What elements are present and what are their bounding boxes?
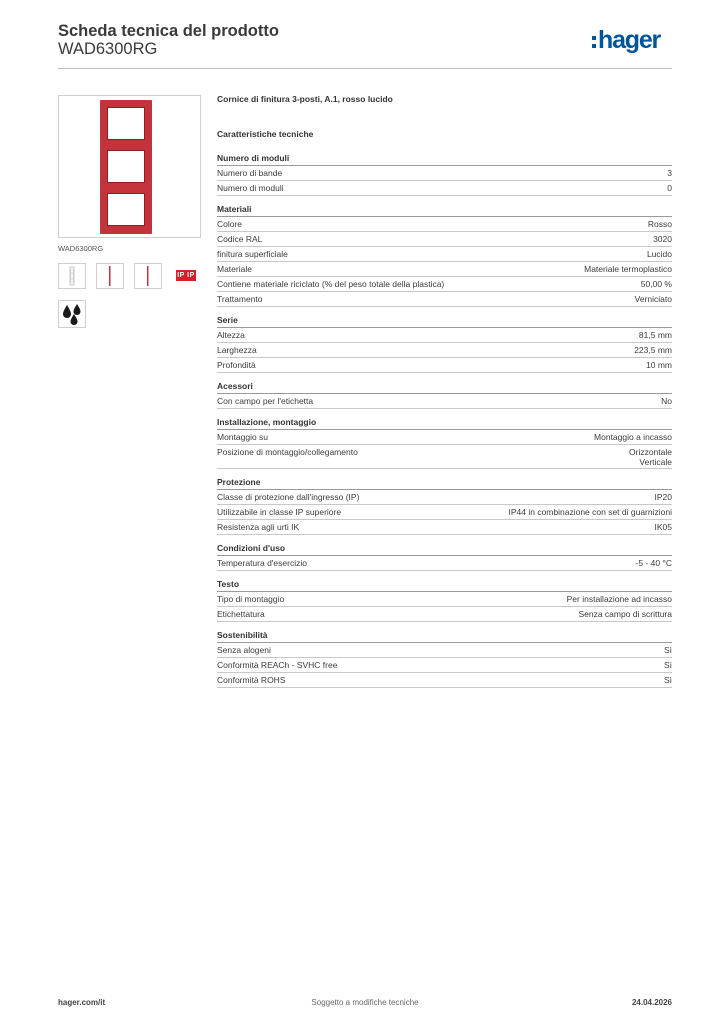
spec-section	[217, 204, 672, 307]
spec-value	[653, 234, 672, 244]
spec-label: Resistenza agli urti IK	[217, 522, 300, 532]
spec-label: Numero di bande	[217, 168, 283, 178]
spec-row	[217, 430, 672, 445]
section-title: Numero di moduli	[217, 153, 672, 166]
spec-value	[636, 558, 672, 568]
spec-value	[664, 660, 672, 670]
tech-heading: Caratteristiche tecniche	[217, 129, 314, 139]
spec-value	[639, 330, 672, 340]
logo-dots-icon	[592, 36, 597, 52]
spec-value-line: Verniciato	[634, 294, 672, 304]
spec-value-line: 50,00 %	[640, 279, 672, 289]
spec-label: Tipo di montaggio	[217, 594, 285, 604]
spec-value-line: Sì	[663, 675, 672, 685]
spec-value	[655, 522, 673, 532]
spec-row	[217, 505, 672, 520]
section-title: Materiali	[217, 204, 672, 217]
spec-row	[217, 490, 672, 505]
spec-value	[655, 492, 673, 502]
spec-row	[217, 343, 672, 358]
spec-label: Larghezza	[217, 345, 257, 355]
spec-label: Altezza	[217, 330, 245, 340]
spec-value-line: No	[661, 396, 672, 406]
spec-value	[634, 345, 672, 355]
footer-note: Soggetto a modifiche tecniche	[311, 998, 419, 1007]
spec-label: Utilizzabile in classe IP superiore	[217, 507, 342, 517]
document-title: Scheda tecnica del prodotto	[58, 22, 279, 40]
spec-value	[509, 507, 673, 517]
side-view-icon[interactable]	[134, 263, 162, 289]
spec-value-line: 3	[667, 168, 672, 178]
spec-value-line: Sì	[663, 645, 672, 655]
spec-section	[217, 543, 672, 571]
spec-value	[567, 594, 672, 604]
spec-label: Posizione di montaggio/collegamento	[217, 447, 358, 457]
spec-value	[664, 675, 672, 685]
spec-section	[217, 630, 672, 688]
spec-row	[217, 445, 672, 469]
spec-value	[629, 447, 672, 467]
spec-row	[217, 277, 672, 292]
spec-label: Etichettatura	[217, 609, 265, 619]
spec-value	[635, 294, 672, 304]
spec-row	[217, 658, 672, 673]
spec-value	[647, 249, 672, 259]
section-title: Installazione, montaggio	[217, 417, 672, 430]
spec-value-line: Verticale	[639, 457, 672, 467]
spec-label: Trattamento	[217, 294, 263, 304]
spec-value-line: Rosso	[647, 219, 672, 229]
spec-section	[217, 153, 672, 196]
spec-value	[661, 396, 672, 406]
spec-row	[217, 607, 672, 622]
product-code: WAD6300RG	[58, 40, 158, 58]
spec-value-line: Orizzontale	[629, 447, 672, 457]
hager-logo	[592, 28, 672, 54]
spec-value	[584, 264, 672, 274]
spec-label: Codice RAL	[217, 234, 263, 244]
spec-value-line: Materiale termoplastico	[584, 264, 672, 274]
side-view-icon[interactable]	[96, 263, 124, 289]
spec-label: Montaggio su	[217, 432, 269, 442]
section-title: Testo	[217, 579, 672, 592]
spec-value-line: Montaggio a incasso	[594, 432, 672, 442]
section-title: Serie	[217, 315, 672, 328]
spec-row	[217, 232, 672, 247]
spec-value	[641, 279, 672, 289]
frame-opening	[107, 107, 145, 140]
spec-value-line: Sì	[663, 660, 672, 670]
front-view-icon[interactable]	[58, 263, 86, 289]
spec-row	[217, 181, 672, 196]
spec-label: Materiale	[217, 264, 252, 274]
section-title: Sostenibilità	[217, 630, 672, 643]
spec-row	[217, 262, 672, 277]
header-divider	[58, 68, 672, 69]
frame-opening	[107, 150, 145, 183]
spec-label: Temperatura d'esercizio	[217, 558, 307, 568]
page-header	[58, 20, 672, 70]
spec-value-line: 223,5 mm	[634, 345, 672, 355]
spec-row	[217, 217, 672, 232]
spec-value-line: 3020	[653, 234, 672, 244]
spec-row	[217, 556, 672, 571]
spec-label: finitura superficiale	[217, 249, 288, 259]
spec-row	[217, 358, 672, 373]
spec-value-line: 81,5 mm	[638, 330, 672, 340]
spec-section	[217, 381, 672, 409]
spec-section	[217, 579, 672, 622]
spec-value	[646, 360, 672, 370]
spec-row	[217, 643, 672, 658]
water-drops-icon	[58, 300, 86, 328]
spec-row	[217, 394, 672, 409]
spec-row	[217, 328, 672, 343]
ip-rating-icon[interactable]: IP IP	[177, 272, 195, 279]
section-title: Acessori	[217, 381, 672, 394]
spec-value	[667, 183, 672, 193]
spec-label: Con campo per l'etichetta	[217, 396, 314, 406]
spec-value-line: 10 mm	[646, 360, 672, 370]
spec-row	[217, 592, 672, 607]
spec-value-line: Senza campo di scrittura	[578, 609, 672, 619]
product-image	[58, 95, 201, 238]
section-title: Condizioni d'uso	[217, 543, 672, 556]
spec-section	[217, 315, 672, 373]
spec-value	[648, 219, 672, 229]
spec-label: Profondità	[217, 360, 256, 370]
spec-row	[217, 520, 672, 535]
spec-label: Contiene materiale riciclato (% del peso totale della plastica)	[217, 279, 445, 289]
spec-label: Senza alogeni	[217, 645, 271, 655]
spec-label: Classe di protezione dall'ingresso (IP)	[217, 492, 360, 502]
spec-content	[217, 94, 672, 696]
spec-label: Conformità ROHS	[217, 675, 286, 685]
frame-illustration	[100, 100, 152, 234]
spec-value-line: IK05	[654, 522, 672, 532]
spec-row	[217, 247, 672, 262]
spec-row	[217, 166, 672, 181]
spec-label: Conformità REACh - SVHC free	[217, 660, 338, 670]
spec-value-line: IP20	[654, 492, 672, 502]
section-title: Protezione	[217, 477, 672, 490]
logo-wordmark: hager	[598, 26, 661, 54]
spec-value-line: 0	[667, 183, 672, 193]
spec-sections	[217, 153, 672, 688]
spec-value-line: IP44 in combinazione con set di guarnizioni	[508, 507, 672, 517]
spec-row	[217, 292, 672, 307]
spec-section	[217, 417, 672, 469]
spec-value	[667, 168, 672, 178]
spec-value	[594, 432, 672, 442]
spec-section	[217, 477, 672, 535]
spec-value-line: Lucido	[646, 249, 672, 259]
spec-value-line: -5 - 40 °C	[635, 558, 672, 568]
image-caption: WAD6300RG	[58, 244, 104, 253]
spec-value-line: Per installazione ad incasso	[566, 594, 672, 604]
spec-row	[217, 673, 672, 688]
product-name: Cornice di finitura 3-posti, A.1, rosso lucido	[217, 94, 393, 104]
spec-value	[578, 609, 672, 619]
spec-label: Numero di moduli	[217, 183, 284, 193]
footer-date: 24.04.2026	[631, 998, 672, 1007]
footer-website-link[interactable]: hager.com/it	[58, 998, 106, 1007]
frame-opening	[107, 193, 145, 226]
spec-value	[664, 645, 672, 655]
spec-label: Colore	[217, 219, 243, 229]
